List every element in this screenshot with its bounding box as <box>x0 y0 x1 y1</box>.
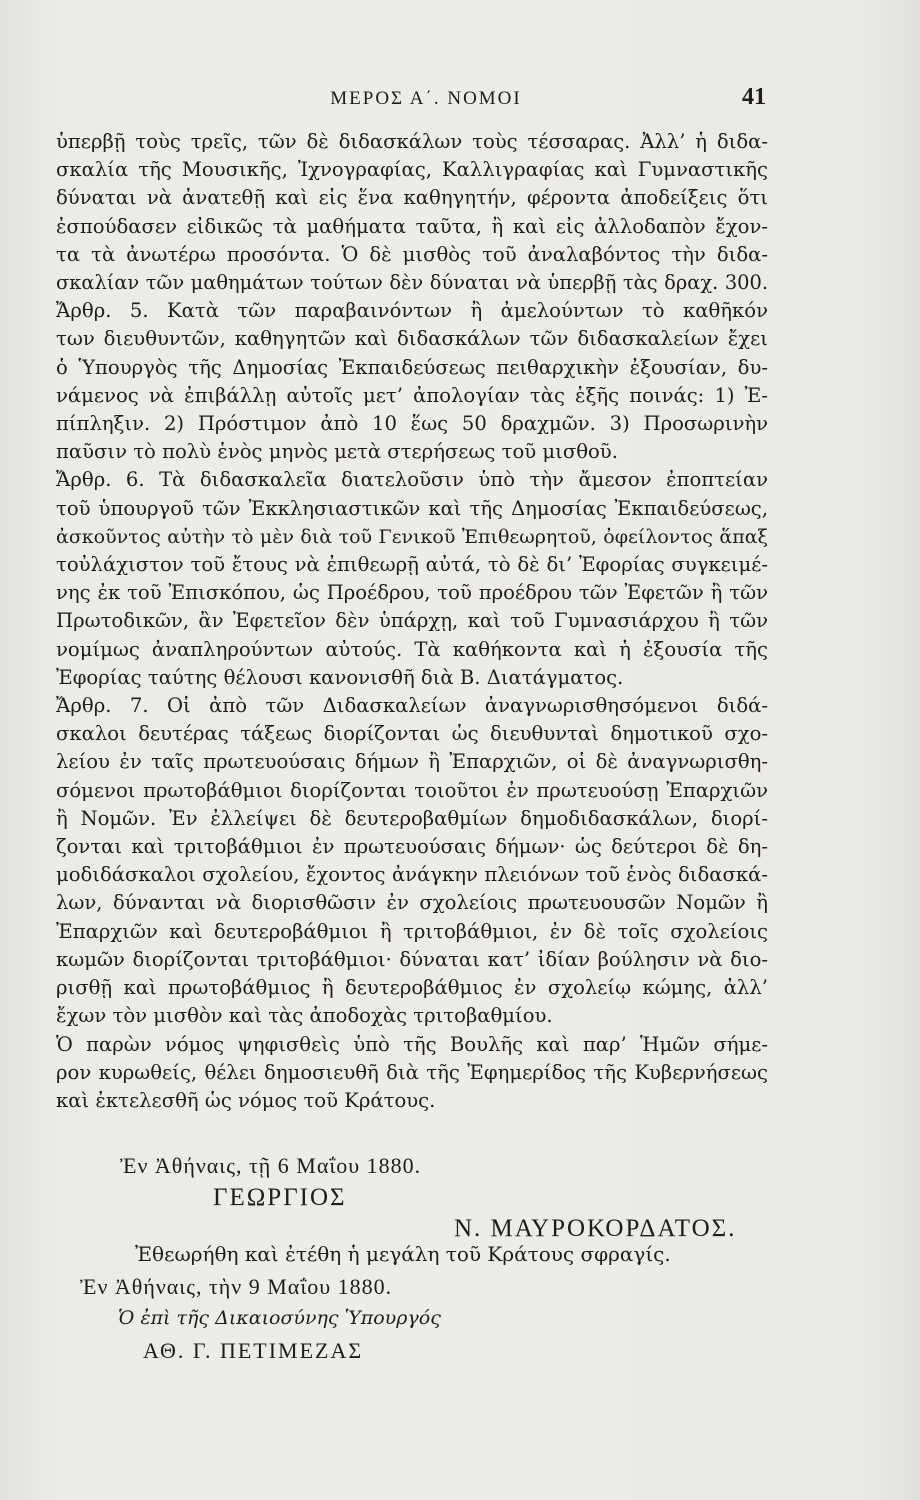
article-6-start: Ἄρθρ. 6. Τὰ διδασκαλεῖα διατελοῦσιν ὑπὸ τὴν ἄμεσον ἐποπτείαν <box>56 468 768 492</box>
text-line: κωμῶν διορίζονται τριτοβάθμιοι· δύναται κατ’ ἰδίαν βούλησιν νὰ διο- <box>56 947 768 971</box>
page-number: 41 <box>742 84 766 110</box>
seal-date: Ἐν Ἀθήναις, τὴν 9 Μαΐου 1880. <box>80 1274 393 1299</box>
king-signature: ΓΕΩΡΓΙΟΣ <box>213 1184 347 1211</box>
text-line: των διευθυντῶν, καθηγητῶν καὶ διδασκάλων τῶν διδασκαλείων ἔχει <box>56 327 768 351</box>
enactment-start: Ὁ παρὼν νόμος ψηφισθεὶς ὑπὸ τῆς Βουλῆς καὶ παρ’ Ἡμῶν σήμε- <box>56 1032 768 1056</box>
justice-minister-title: Ὁ ἐπὶ τῆς Δικαιοσύνης Ὑπουργός <box>118 1307 441 1329</box>
text-line: σκαλία τῆς Μουσικῆς, Ἰχνογραφίας, Καλλιγραφίας καὶ Γυμναστικῆς <box>56 158 768 182</box>
text-line: Ἐφορίας ταύτης θέλουσι κανονισθῆ διὰ Β. Διατάγματος. <box>56 665 624 689</box>
text-line: τα τὰ ἀνωτέρω προσόντα. Ὁ δὲ μισθὸς τοῦ ἀναλαβόντος τὴν διδα- <box>56 242 768 266</box>
text-line: νάμενος νὰ ἐπιβάλλῃ αὐτοῖς μετ’ ἀπολογίαν τὰς ἑξῆς ποινάς: 1) Ἐ- <box>56 383 768 407</box>
seal-note: Ἐθεωρήθη καὶ ἐτέθη ἡ μεγάλη τοῦ Κράτους σφραγίς. <box>135 1242 671 1266</box>
signing-date: Ἐν Ἀθήναις, τῇ 6 Μαΐου 1880. <box>120 1153 422 1178</box>
text-line: καὶ ἐκτελεσθῆ ὡς νόμος τοῦ Κράτους. <box>56 1088 436 1112</box>
text-line: ὑπερβῇ τοὺς τρεῖς, τῶν δὲ διδασκάλων τοὺς τέσσαρας. Ἀλλ’ ἡ διδα- <box>56 130 768 153</box>
text-line: σκαλίαν τῶν μαθημάτων τούτων δὲν δύναται νὰ ὑπερβῇ τὰς δραχ. 300. <box>56 271 768 295</box>
text-line: τοῦ ὑπουργοῦ τῶν Ἐκκλησιαστικῶν καὶ τῆς Δημοσίας Ἐκπαιδεύσεως, <box>56 496 768 520</box>
text-line: τοὐλάχιστον τοῦ ἔτους νὰ ἐπιθεωρῇ αὐτά, τὸ δὲ δι’ Ἐφορίας συγκειμέ- <box>56 553 768 577</box>
law-body-text <box>56 128 768 1115</box>
running-title: ΜΕΡΟΣ Α΄. ΝΟΜΟΙ <box>330 88 522 109</box>
text-line: ἐσπούδασεν εἰδικῶς τὰ μαθήματα ταῦτα, ἢ καὶ εἰς ἀλλοδαπὸν ἔχον- <box>56 214 768 238</box>
text-line: ὁ Ὑπουργὸς τῆς Δημοσίας Ἐκπαιδεύσεως πειθαρχικὴν ἐξουσίαν, δυ- <box>56 355 768 379</box>
text-line: σόμενοι πρωτοβάθμιοι διορίζονται τοιοῦτοι ἐν πρωτευούσῃ Ἐπαρχιῶν <box>56 778 768 802</box>
text-line: παῦσιν τὸ πολὺ ἑνὸς μηνὸς μετὰ στερήσεως τοῦ μισθοῦ. <box>56 440 618 464</box>
text-line: πίπληξιν. 2) Πρόστιμον ἀπὸ 10 ἕως 50 δραχμῶν. 3) Προσωρινὴν <box>56 412 768 436</box>
article-7-start: Ἄρθρ. 7. Οἱ ἀπὸ τῶν Διδασκαλείων ἀναγνωρισθησόμενοι διδά- <box>56 694 768 718</box>
text-line: ζονται καὶ τριτοβάθμιοι ἐν πρωτευούσαις δήμων· ὡς δεύτεροι δὲ δη- <box>56 835 768 859</box>
text-line: μοδιδάσκαλοι σχολείου, ἔχοντος ἀνάγκην πλειόνων τοῦ ἑνὸς διδασκά- <box>56 863 768 887</box>
page-header <box>86 84 766 118</box>
text-line: ρον κυρωθείς, θέλει δημοσιευθῆ διὰ τῆς Ἐφημερίδος τῆς Κυβερνήσεως <box>56 1060 768 1084</box>
text-line: νομίμως ἀναπληρούντων αὐτούς. Τὰ καθήκοντα καὶ ἡ ἐξουσία τῆς <box>56 637 768 661</box>
text-line: ἢ Νομῶν. Ἐν ἐλλείψει δὲ δευτεροβαθμίων δημοδιδασκάλων, διορί- <box>56 806 768 830</box>
text-line: ἀσκοῦντος αὐτὴν τὸ μὲν διὰ τοῦ Γενικοῦ Ἐπιθεωρητοῦ, ὀφείλοντος ἅπαξ <box>56 525 768 548</box>
minister-signature: Ν. ΜΑΥΡΟΚΟΡΔΑΤΟΣ. <box>454 1215 737 1242</box>
text-line: ρισθῇ καὶ πρωτοβάθμιος ἢ δευτεροβάθμιος ἐν σχολείῳ κώμης, ἀλλ’ <box>56 976 768 1000</box>
text-line: νης ἐκ τοῦ Ἐπισκόπου, ὡς Προέδρου, τοῦ προέδρου τῶν Ἐφετῶν ἢ τῶν <box>56 581 768 605</box>
article-5-start: Ἄρθρ. 5. Κατὰ τῶν παραβαινόντων ἢ ἀμελούντων τὸ καθῆκόν <box>56 299 768 323</box>
text-line: Ἐπαρχιῶν καὶ δευτεροβάθμιοι ἢ τριτοβάθμιοι, ἐν δὲ τοῖς σχολείοις <box>56 919 768 943</box>
text-line: ἔχων τὸν μισθὸν καὶ τὰς ἀποδοχὰς τριτοβαθμίου. <box>56 1004 553 1028</box>
text-line: λείου ἐν ταῖς πρωτευούσαις δήμων ἢ Ἐπαρχιῶν, οἱ δὲ ἀναγνωρισθη- <box>56 750 768 774</box>
text-line: δύναται νὰ ἀνατεθῇ καὶ εἰς ἕνα καθηγητήν, φέροντα ἀποδείξεις ὅτι <box>56 186 768 210</box>
text-line: Πρωτοδικῶν, ἂν Ἐφετεῖον δὲν ὑπάρχῃ, καὶ τοῦ Γυμνασιάρχου ἢ τῶν <box>56 609 768 633</box>
justice-minister-name: ΑΘ. Γ. ΠΕΤΙΜΕΖΑΣ <box>143 1338 364 1363</box>
text-line: λων, δύνανται νὰ διορισθῶσιν ἐν σχολείοις πρωτευουσῶν Νομῶν ἢ <box>56 891 768 915</box>
text-line: σκαλοι δευτέρας τάξεως διορίζονται ὡς διευθυνταὶ δημοτικοῦ σχο- <box>56 722 768 746</box>
